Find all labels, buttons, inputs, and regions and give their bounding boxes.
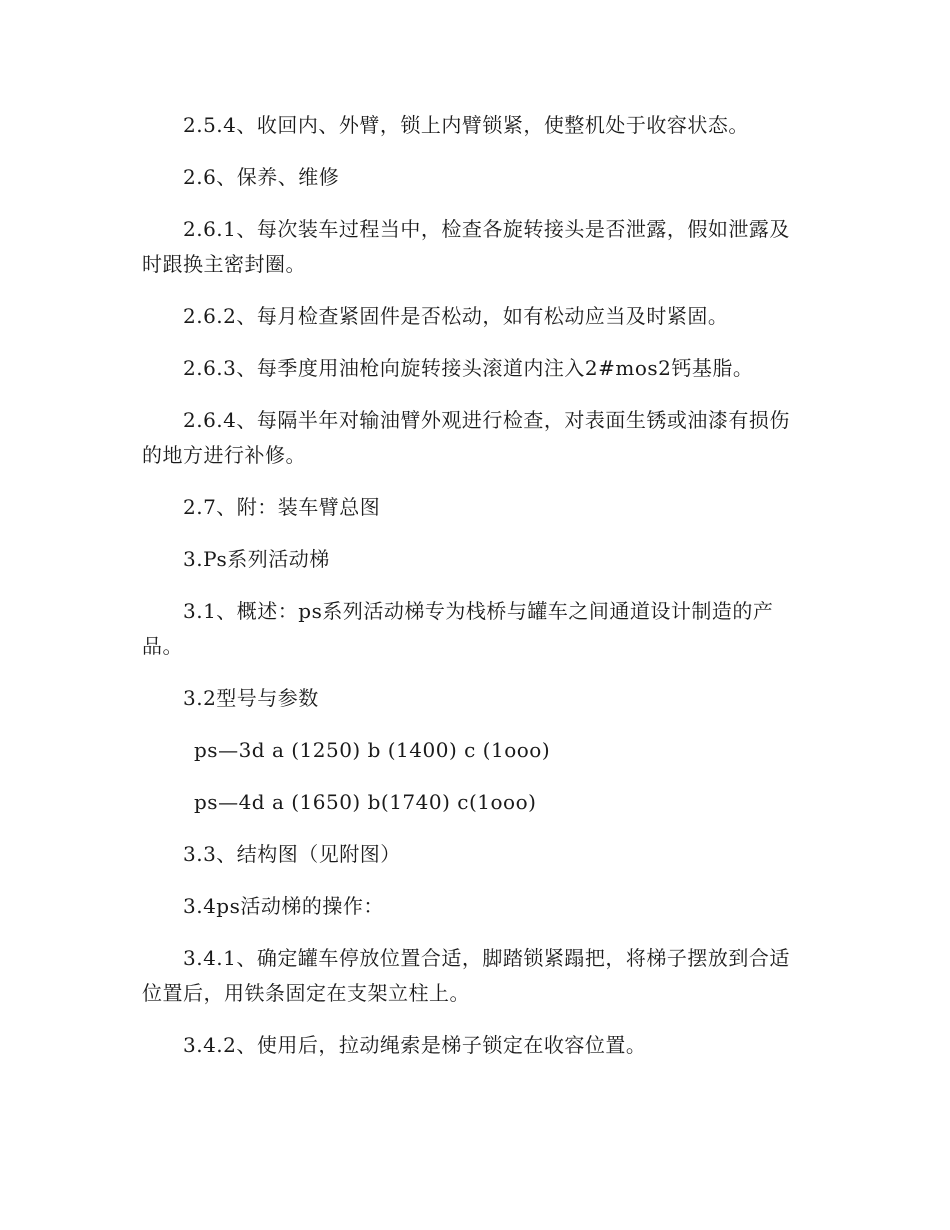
paragraph-3-4-2: 3.4.2、使用后，拉动绳索是梯子锁定在收容位置。 bbox=[183, 1033, 647, 1057]
heading-3-2: 3.2型号与参数 bbox=[183, 686, 319, 710]
paragraph-3-1: 3.1、概述：ps系列活动梯专为栈桥与罐车之间通道设计制造的产品。 bbox=[142, 599, 774, 658]
heading-3-3: 3.3、结构图（见附图） bbox=[183, 842, 401, 866]
heading-3-4: 3.4ps活动梯的操作： bbox=[183, 894, 384, 918]
spec-line-ps-4d: ps—4d a (1650) b(1740) c(1ooo) bbox=[194, 790, 537, 814]
paragraph-2-6-2: 2.6.2、每月检查紧固件是否松动，如有松动应当及时紧固。 bbox=[183, 304, 729, 328]
paragraph-3-4-1: 3.4.1、确定罐车停放位置合适，脚踏锁紧蹋把，将梯子摆放到合适位置后，用铁条固定在支架立柱上。 bbox=[142, 946, 790, 1005]
spec-line-ps-3d: ps—3d a (1250) b (1400) c (1ooo) bbox=[194, 738, 551, 762]
paragraph-2-5-4: 2.5.4、收回内、外臂，锁上内臂锁紧，使整机处于收容状态。 bbox=[183, 113, 749, 137]
paragraph-2-6-4: 2.6.4、每隔半年对输油臂外观进行检查，对表面生锈或油漆有损伤的地方进行补修。 bbox=[142, 408, 790, 467]
heading-3: 3.Ps系列活动梯 bbox=[183, 547, 330, 571]
paragraph-2-6-1: 2.6.1、每次装车过程当中，检查各旋转接头是否泄露，假如泄露及时跟换主密封圈。 bbox=[142, 217, 790, 276]
document-body bbox=[142, 108, 810, 1080]
paragraph-2-7: 2.7、附：装车臂总图 bbox=[183, 495, 381, 519]
paragraph-2-6-3: 2.6.3、每季度用油枪向旋转接头滚道内注入2#mos2钙基脂。 bbox=[183, 356, 754, 380]
heading-2-6: 2.6、保养、维修 bbox=[183, 165, 340, 189]
